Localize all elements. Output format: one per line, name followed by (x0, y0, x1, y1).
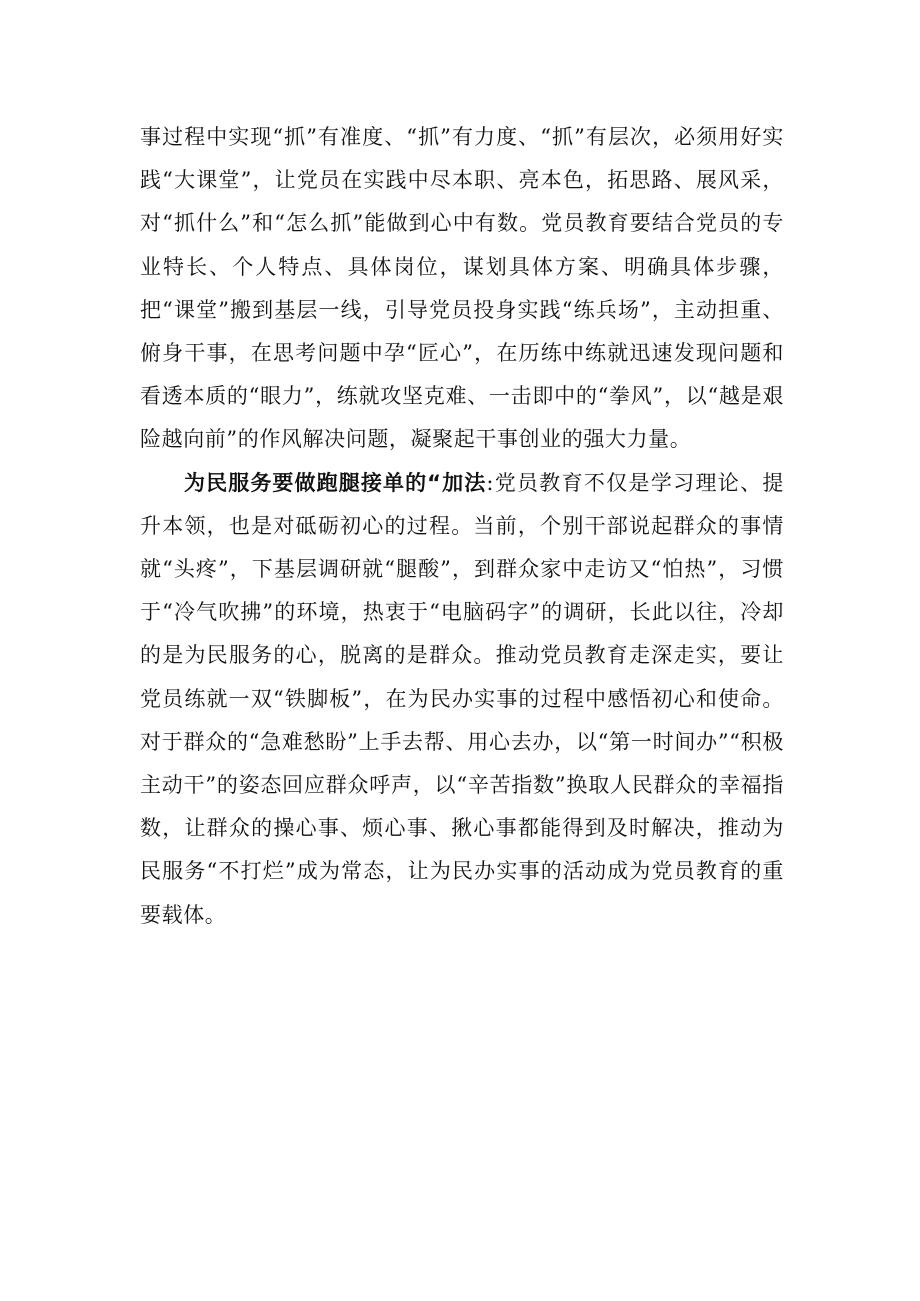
paragraph-heading: 为民服务要做跑腿接单的“加法 (184, 470, 487, 495)
document-body (140, 116, 784, 937)
paragraph-body: :党员教育不仅是学习理论、提升本领，也是对砥砺初心的过程。当前，个别干部说起群众的事情就“头疼”，下基层调研就“腿酸”，到群众家中走访又“怕热”，习惯于“冷气吹拂”的环境，热衷于“电脑码字”的调研，长此以往，冷却的是为民服务的心，脱离的是群众。推动党员教育走深走实，要让党员练就一双“铁脚板”，在为民办实事的过程中感悟初心和使命。对于群众的“急难愁盼”上手去帮、用心去办，以“第一时间办”“积极主动干”的姿态回应群众呼声，以“辛苦指数”换取人民群众的幸福指数，让群众的操心事、烦心事、揪心事都能得到及时解决，推动为民服务“不打烂”成为常态，让为民办实事的活动成为党员教育的重要载体。 (140, 470, 784, 927)
paragraph-continuation: 事过程中实现“抓”有准度、“抓”有力度、“抓”有层次，必须用好实践“大课堂”，让党员在实践中尽本职、亮本色，拓思路、展风采，对“抓什么”和“怎么抓”能做到心中有数。党员教育要结合党员的专业特长、个人特点、具体岗位，谋划具体方案、明确具体步骤，把“课堂”搬到基层一线，引导党员投身实践“练兵场”，主动担重、俯身干事，在思考问题中孕“匠心”，在历练中练就迅速发现问题和看透本质的“眼力”，练就攻坚克难、一击即中的“拳风”，以“越是艰险越向前”的作风解决问题，凝聚起干事创业的强大力量。 (140, 125, 784, 452)
paragraph-service (140, 462, 784, 937)
